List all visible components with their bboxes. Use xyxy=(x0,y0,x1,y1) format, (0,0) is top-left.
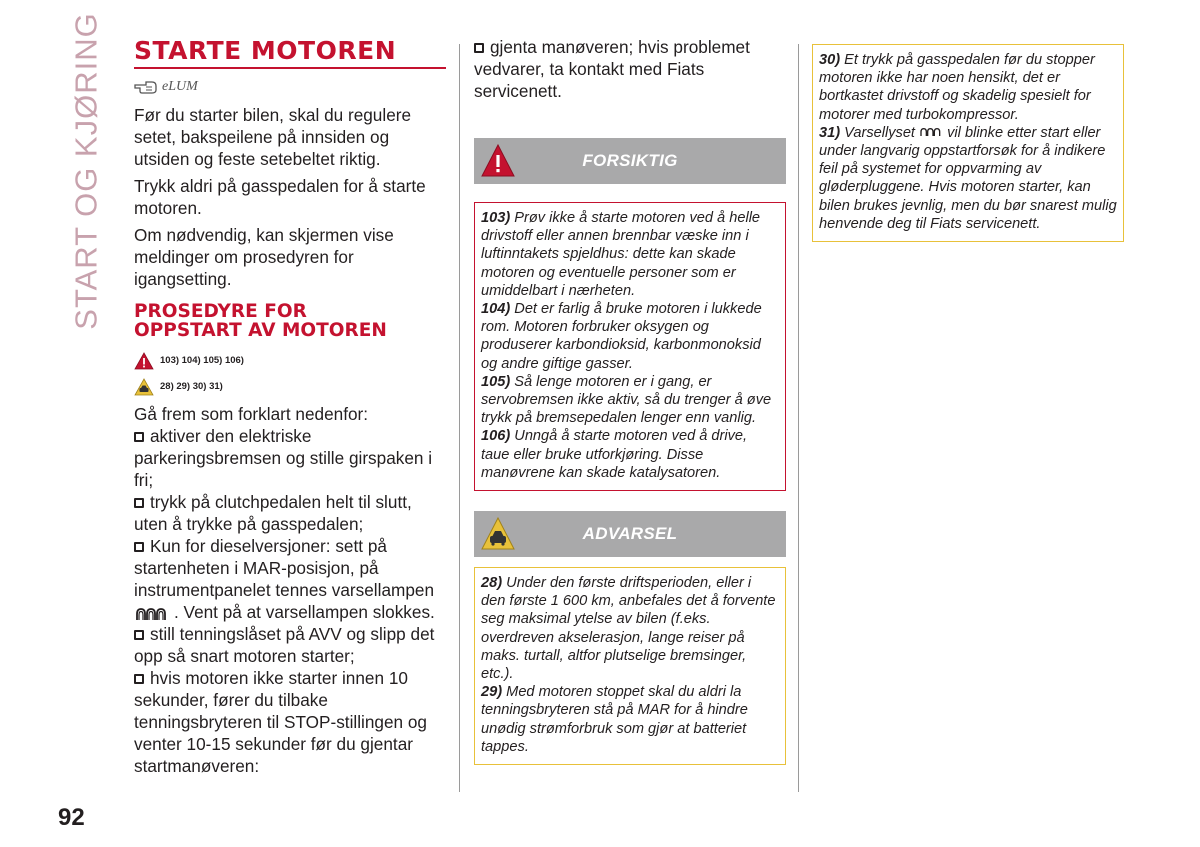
step-item xyxy=(474,36,786,102)
note-text: Så lenge motoren er i gang, er servobremsen ikke aktiv, så du trenger å øve trykk på bremsepedalen lenger enn vanlig. xyxy=(481,373,772,427)
warning-reference-numbers: 28) 29) 30) 31) xyxy=(160,381,223,392)
step-text: still tenningslåset på AVV og slipp det opp så snart motoren starter; xyxy=(134,624,435,666)
subtitle-line: PROSEDYRE FOR xyxy=(134,301,307,322)
caution-notes xyxy=(474,202,786,491)
square-bullet-icon xyxy=(474,43,484,53)
note-number: 103) xyxy=(481,210,511,226)
step-text: hvis motoren ikke starter innen 10 sekunder, fører du tilbake tenningsbryteren til STOP-stillingen og venter 10-15 sekunder før du gjentar startmanøveren: xyxy=(134,668,427,776)
warning-references xyxy=(134,374,446,400)
step-text: Kun for dieselversjoner: sett på startenheten i MAR-posisjon, på instrumentpanelet tennes varsellampen xyxy=(134,536,435,600)
square-bullet-icon xyxy=(134,630,144,640)
note-number: 106) xyxy=(481,428,511,445)
note-item xyxy=(481,209,779,300)
column-divider xyxy=(798,44,799,792)
glow-plug-icon xyxy=(134,606,170,622)
column-2 xyxy=(474,36,786,765)
column-3 xyxy=(812,44,1124,242)
intro-text: Gå frem som forklart nedenfor: xyxy=(134,404,369,424)
note-number: 104) xyxy=(481,301,511,318)
page-number: 92 xyxy=(58,804,85,831)
square-bullet-icon xyxy=(134,542,144,552)
warning-label: ADVARSEL xyxy=(582,524,678,544)
paragraph: Om nødvendig, kan skjermen vise meldinger om prosedyren for igangsetting. xyxy=(134,225,394,289)
danger-triangle-icon xyxy=(134,352,154,370)
step-item xyxy=(134,491,446,535)
square-bullet-icon xyxy=(134,432,144,442)
note-item xyxy=(481,427,779,482)
section-subtitle xyxy=(134,302,446,340)
note-item xyxy=(481,683,779,756)
section-side-title-text: START OG KJØRING xyxy=(69,12,104,330)
note-text: Et trykk på gasspedalen før du stopper motoren ikke har noen hensikt, det er bortkastet drivstoff og skadelig spesielt for motorer med turbokompressor. xyxy=(819,52,1095,123)
page-title: STARTE MOTOREN xyxy=(134,36,446,69)
note-text: Prøv ikke å starte motoren ved å helle drivstoff eller annen brennbar væske inn i luftinntakets spjeldhus: dette kan skade motoren og eventuelle personer som er umiddelbart i nærheten. xyxy=(481,210,761,299)
note-text: Varsellyset xyxy=(844,124,915,141)
note-number: 28) xyxy=(481,575,503,592)
note-item xyxy=(481,373,779,428)
note-item xyxy=(819,124,1117,233)
column-divider xyxy=(459,44,460,792)
caution-label: FORSIKTIG xyxy=(582,151,678,170)
danger-reference-numbers: 103) 104) 105) 106) xyxy=(160,355,244,366)
step-text: . Vent på at varsellampen slokkes. xyxy=(174,602,435,622)
step-item xyxy=(134,425,446,491)
note-number: 31) xyxy=(819,124,841,141)
square-bullet-icon xyxy=(134,674,144,684)
note-number: 30) xyxy=(819,52,841,68)
note-number: 29) xyxy=(481,684,503,701)
paragraph: Før du starter bilen, skal du regulere setet, bakspeilene på innsiden og utsiden og feste setebeltet riktig. xyxy=(134,105,412,169)
hand-pointing-icon xyxy=(134,76,446,98)
subtitle-line: OPPSTART AV MOTOREN xyxy=(134,320,387,341)
section-side-title xyxy=(64,12,110,330)
step-text: aktiver den elektriske parkeringsbremsen og stille girspaken i fri; xyxy=(134,426,433,490)
danger-references xyxy=(134,348,446,374)
note-item xyxy=(481,300,779,373)
caution-banner xyxy=(474,138,786,184)
glow-plug-icon xyxy=(919,126,943,138)
note-number: 105) xyxy=(481,373,511,390)
note-item xyxy=(819,51,1117,124)
warning-notes-continued xyxy=(812,44,1124,242)
square-bullet-icon xyxy=(134,498,144,508)
step-item xyxy=(134,535,446,623)
note-text: Unngå å starte motoren ved å drive, taue eller bruke utforkjøring. Disse manøvrene kan skade katalysatoren. xyxy=(481,428,748,481)
note-item xyxy=(481,574,779,683)
warning-car-triangle-icon xyxy=(134,378,154,396)
danger-triangle-icon xyxy=(480,143,516,179)
warning-car-triangle-icon xyxy=(480,516,516,552)
step-item xyxy=(134,667,446,777)
icon-tag: eLUM xyxy=(162,79,198,94)
note-text: Med motoren stoppet skal du aldri la tenningsbryteren stå på MAR for å hindre unødig strømforbruk som gjør at batteriet tappes. xyxy=(481,684,748,755)
paragraph: Trykk aldri på gasspedalen for å starte motoren. xyxy=(134,176,426,218)
note-text: Det er farlig å bruke motoren i lukkede rom. Motoren forbruker oksygen og produserer karbondioksid, karbonmonoksid og andre giftige gasser. xyxy=(481,301,762,372)
column-1 xyxy=(134,36,446,777)
step-text: gjenta manøveren; hvis problemet vedvarer, ta kontakt med Fiats servicenett. xyxy=(474,37,750,101)
step-item xyxy=(134,623,446,667)
hand-icon-glyph xyxy=(134,79,160,95)
warning-notes xyxy=(474,567,786,765)
note-text: vil blinke etter start eller under langvarig oppstartforsøk for å indikere feil på systemet for oppvarming av gløderpluggene. Hvis motoren starter, kan bilen brukes jevnlig, men du bør snarest mulig henvende deg til Fiats servicenett. xyxy=(819,124,1117,232)
warning-banner xyxy=(474,511,786,557)
note-text: Under den første driftsperioden, eller i den første 1 600 km, anbefales det å forvente seg maksimal ytelse av bilen (f.eks. overdreven akselerasjon, lange reiser på maks. turtall, altfor plutselige bremsinger, etc.). xyxy=(481,575,776,683)
step-text: trykk på clutchpedalen helt til slutt, uten å trykke på gasspedalen; xyxy=(134,492,412,534)
